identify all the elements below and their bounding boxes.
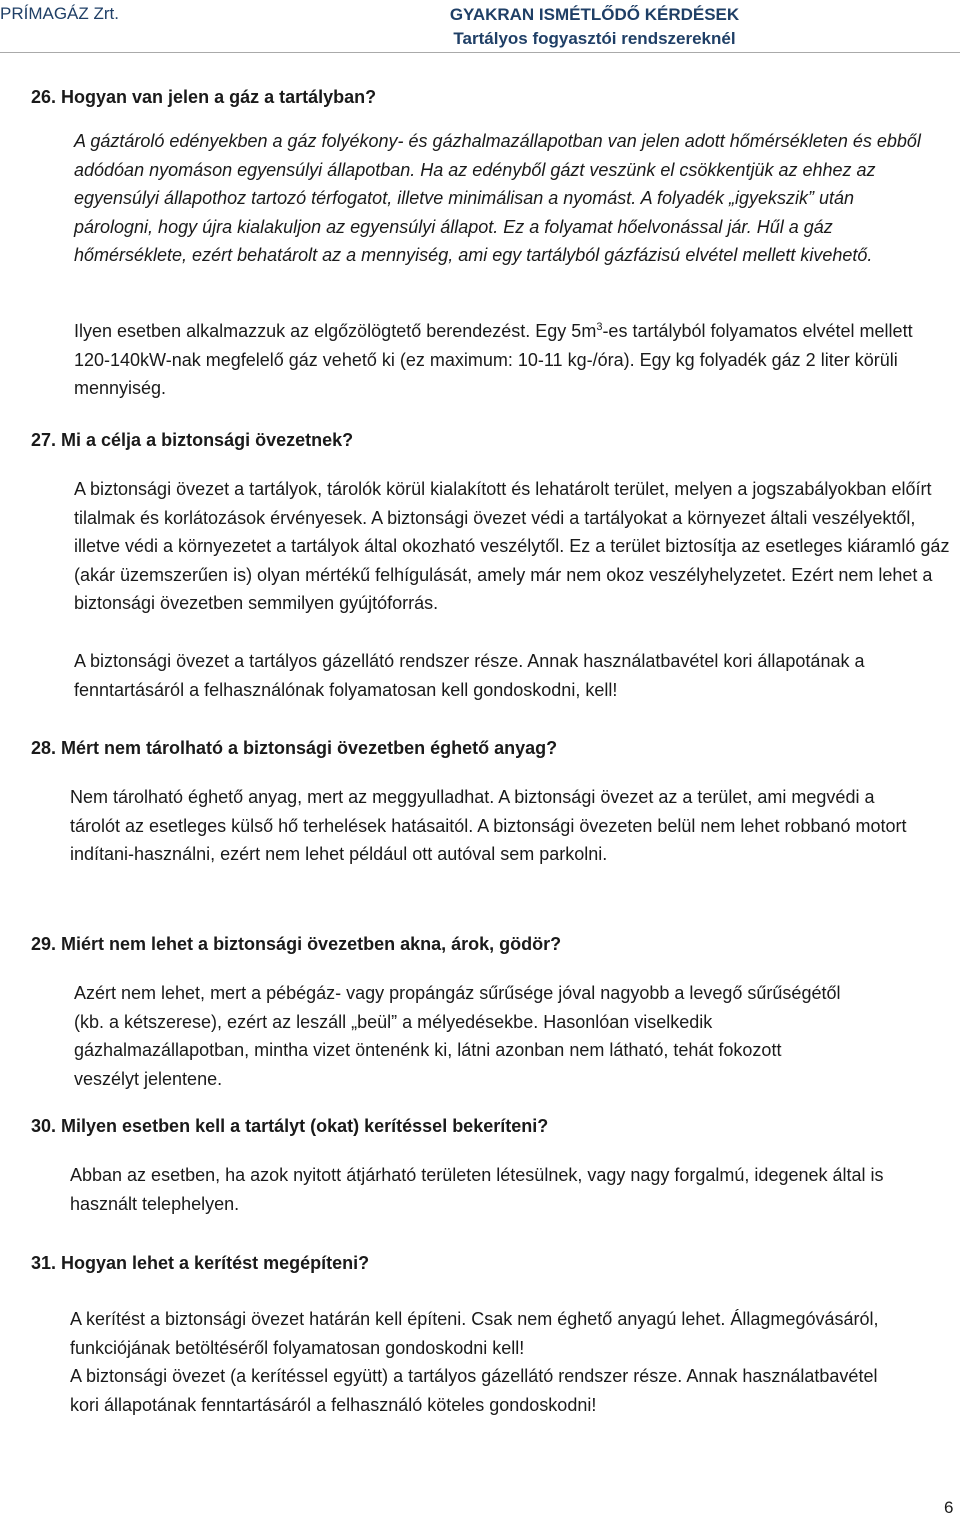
answer-paragraph: A biztonsági övezet a tartályos gázellátó rendszer része. Annak használatbavétel kori állapotának a fenntartásáról a felhasználónak folyamatosan kell gondoskodni, kell!	[74, 651, 865, 700]
question-heading: 29. Miért nem lehet a biztonsági övezetben akna, árok, gödör?	[31, 934, 562, 954]
superscript: 3	[596, 321, 603, 333]
answer-paragraph: Abban az esetben, ha azok nyitott átjárható területen létesülnek, vagy nagy forgalmú, idegenek által is használt telephelyen.	[70, 1165, 884, 1214]
question-heading: 28. Mért nem tárolható a biztonsági övezetben éghető anyag?	[31, 738, 558, 758]
answer-paragraph: A biztonsági övezet a tartályok, tárolók körül kialakított és lehatárolt terület, melyen a jogszabályokban előírt tilalmak és korlátozások érvényesek. A biztonsági övezet védi a tartályokat a környezet általi veszélyektől, illetve védi a környezetet a tartályok által okozható veszélytől. Ez a terület biztosítja az esetleges kiáramló gáz (akár üzemszerűen is) olyan mértékű felhígulását, amely már nem okoz veszélyhelyzetet. Ezért nem lehet a biztonsági övezetben semmilyen gyújtóforrás.	[74, 479, 950, 613]
header-titles	[268, 3, 921, 51]
question-heading: 27. Mi a célja a biztonsági övezetnek?	[31, 430, 354, 450]
answer-paragraph	[74, 317, 944, 403]
question-heading: 31. Hogyan lehet a kerítést megépíteni?	[31, 1253, 370, 1273]
answer-text: Ilyen esetben alkalmazzuk az elgőzölögtető berendezést. Egy 5m	[74, 321, 597, 341]
answer-text: -es tartályból folyamatos elvétel mellett 120-140kW-nak megfelelő gáz vehető ki (ez maximum: 10-11 kg-/óra). Egy kg folyadék gáz 2 liter körüli mennyiség.	[74, 321, 913, 398]
header-subtitle: Tartályos fogyasztói rendszereknél	[453, 29, 736, 48]
answer-paragraph: A kerítést a biztonsági övezet határán kell építeni. Csak nem éghető anyagú lehet. Állagmegóvásáról, funkciójának betöltéséről folyamatosan gondoskodni kell!	[70, 1309, 879, 1358]
question-heading: 26. Hogyan van jelen a gáz a tartályban?	[31, 87, 377, 107]
answer-paragraph: A gáztároló edényekben a gáz folyékony- és gázhalmazállapotban van jelen adott hőmérsékleten és ebből adódóan nyomáson egyensúlyi állapotban. Ha az edényből gázt veszünk el csökkentjük az ehhez az egyensúlyi állapothoz tartozó térfogatot, illetve minimálisan a nyomást. A folyadék „igyekszik” után párologni, hogy újra kialakuljon az egyensúlyi állapot. Ez a folyamat hőelvonással jár. Hűl a gáz hőmérséklete, ezért behatárolt az a mennyiség, ami egy tartályból gázfázisú elvétel mellett kivehető.	[74, 131, 921, 265]
header-title: GYAKRAN ISMÉTLŐDŐ KÉRDÉSEK	[449, 5, 740, 24]
company-name: PRÍMAGÁZ Zrt.	[0, 4, 119, 23]
answer-paragraph: Nem tárolható éghető anyag, mert az meggyulladhat. A biztonsági övezet az a terület, ami megvédi a tárolót az esetleges külső hő terhelések hatásaitól. A biztonsági övezeten belül nem lehet robbanó motort indítani-használni, ezért nem lehet például ott autóval sem parkolni.	[70, 787, 907, 864]
page-number: 6	[944, 1498, 954, 1517]
answer-paragraph: A biztonsági övezet (a kerítéssel együtt) a tartályos gázellátó rendszer része. Annak használatbavétel kori állapotának fenntartásáról a felhasználó köteles gondoskodni!	[70, 1366, 878, 1415]
header-divider	[0, 52, 960, 53]
question-heading: 30. Milyen esetben kell a tartályt (okat) kerítéssel bekeríteni?	[31, 1116, 549, 1136]
answer-paragraph: Azért nem lehet, mert a pébégáz- vagy propángáz sűrűsége jóval nagyobb a levegő sűrűségétől (kb. a kétszerese), ezért az leszáll „beül” a mélyedésekbe. Hasonlóan viselkedik gázhalmazállapotban, mintha vizet öntenénk ki, látni azonban nem látható, tehát fokozott veszélyt jelentene.	[74, 983, 841, 1089]
